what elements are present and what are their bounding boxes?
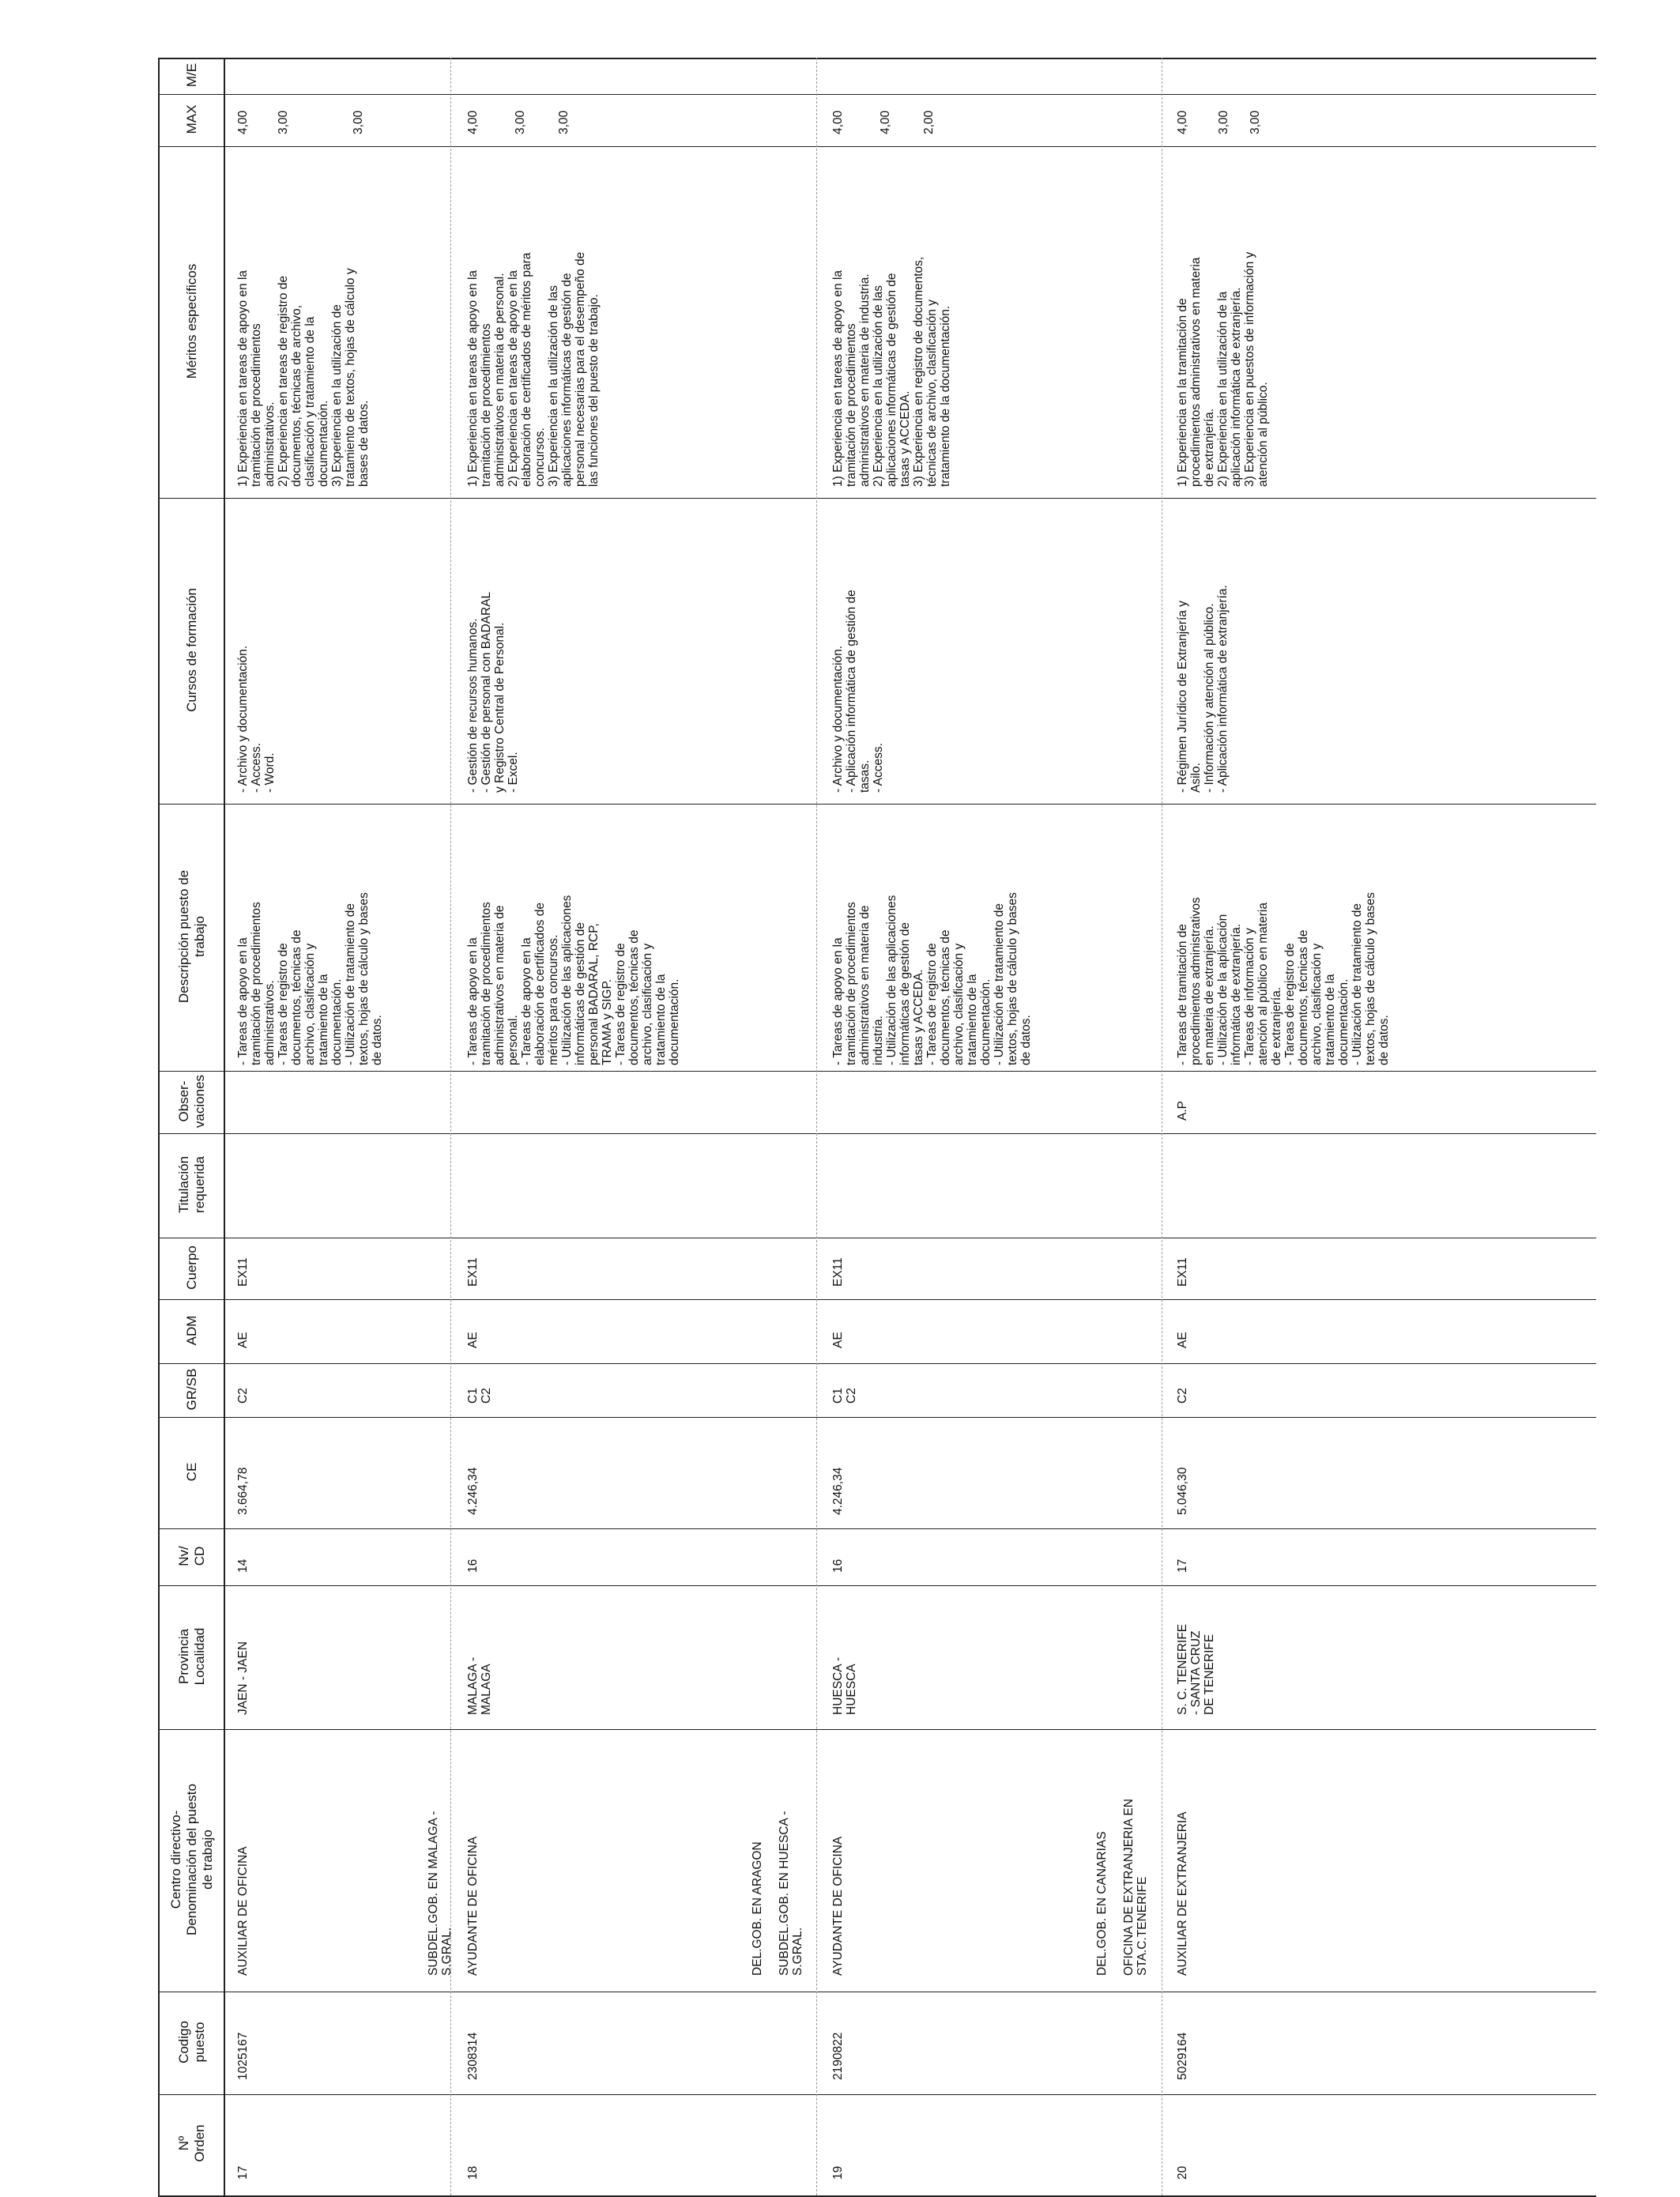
- centro-cell: AYUDANTE DE OFICINA: [466, 1836, 480, 1976]
- descripcion-cell: - Tareas de tramitación de procedimientos administrativos en materia de extranjería. - Utilización de la aplicación informática de extranjería. - Tareas de información y atención al público en materia de extranjería. - Tareas de registro de documentos, técnicas de archivo, clasificación y tratamiento de la documentación. - Utilización de tratamiento de textos, hojas de cálculo y bases de datos.: [1176, 892, 1391, 1065]
- header-cuerpo: Cuerpo: [184, 1245, 199, 1290]
- row-divider: [816, 58, 817, 2195]
- column-divider: [158, 146, 1596, 147]
- centro-directivo-cell: DEL.GOB. EN CANARIAS OFICINA DE EXTRANJERIA EN STA.C.TENERIFE: [1095, 1799, 1149, 1976]
- codigo-cell: 5029164: [1176, 2032, 1189, 2080]
- adm-cell: AE: [236, 1332, 250, 1348]
- meritos-cell: 1) Experiencia en tareas de apoyo en la tramitación de procedimientos administrativos en materia de personal. 2) Experiencia en tareas de apoyo en la elaboración de certificados de méritos para concursos. 3) Experiencia en la utilización de las aplicaciones informáticas de gestión de personal necesarias para el desempeño de las funciones del puesto de trabajo.: [466, 251, 601, 487]
- meritos-cell: 1) Experiencia en la tramitación de procedimientos administrativos en materia de extranjería. 2) Experiencia en la utilización de la aplicación informática de extranjería. 3) Experiencia en puestos de información y atención al público.: [1176, 251, 1270, 487]
- max-value: 2,00: [922, 110, 936, 134]
- table-top-border: [158, 58, 1596, 59]
- provincia-cell: JAEN - JAEN: [236, 1641, 250, 1715]
- max-value: 4,00: [1176, 110, 1189, 134]
- column-divider: [158, 804, 1596, 805]
- grupo-cell: C1 C2: [831, 1388, 858, 1404]
- descripcion-cell: - Tareas de apoyo en la tramitación de procedimientos administrativos en materia de personal. - Tareas de apoyo en la elaboración de certificados de méritos para concursos. - Utilización de las aplicaciones informáticas de gestión de personal BADARAL, RCP, TRAMA y SIGP. - Tareas de registro de documentos, técnicas de archivo, clasificación y tratamiento de la documentación.: [466, 895, 681, 1065]
- adm-cell: AE: [466, 1332, 480, 1348]
- max-value: 4,00: [236, 110, 250, 134]
- cursos-cell: - Régimen Jurídico de Extranjería y Asilo. - Información y atención al público. - Aplicación informática de extranjería.: [1176, 585, 1230, 793]
- column-divider: [158, 1299, 1596, 1300]
- grupo-cell: C2: [1176, 1388, 1189, 1404]
- codigo-cell: 2308314: [466, 2032, 480, 2080]
- codigo-cell: 2190822: [831, 2032, 845, 2080]
- column-divider: [158, 1729, 1596, 1730]
- max-value: 4,00: [879, 110, 892, 134]
- cursos-cell: - Archivo y documentación. - Access. - Word.: [236, 645, 277, 793]
- nivel-cell: 17: [1176, 1558, 1189, 1573]
- max-value: 3,00: [277, 110, 290, 134]
- adm-cell: AE: [831, 1332, 845, 1348]
- provincia-cell: S. C. TENERIFE - SANTA CRUZ DE TENERIFE: [1176, 1623, 1216, 1715]
- max-value: 3,00: [1217, 110, 1230, 134]
- ce-cell: 4.246,34: [466, 1467, 480, 1515]
- codigo-cell: 1025167: [236, 2032, 250, 2080]
- header-right-border: [224, 58, 225, 2195]
- header-ce: CE: [184, 1462, 199, 1482]
- header-orden: Nº Orden: [176, 2124, 207, 2162]
- provincia-cell: MALAGA - MALAGA: [466, 1656, 493, 1715]
- cuerpo-cell: EX11: [831, 1257, 845, 1287]
- descripcion-cell: - Tareas de apoyo en la tramitación de procedimientos administrativos en materia de industria. - Utilización de las aplicaciones informáticas de gestión de tasas y ACCEDA. - Tareas de registro de documentos, técnicas de archivo, clasificación y tratamiento de la documentación. - Utilización de tratamiento de textos, hojas de cálculo y bases de datos.: [831, 892, 1033, 1065]
- observaciones-cell: A.P: [1176, 1101, 1189, 1121]
- header-left-border: [158, 58, 160, 2195]
- nivel-cell: 16: [466, 1558, 480, 1573]
- column-divider: [158, 1528, 1596, 1529]
- header-cursos: Cursos de formación: [184, 588, 199, 712]
- ce-cell: 4.246,34: [831, 1467, 845, 1515]
- header-provincia: Provincia Localidad: [176, 1627, 207, 1686]
- orden-cell: 20: [1176, 2165, 1189, 2180]
- column-divider: [158, 1133, 1596, 1134]
- cursos-cell: - Archivo y documentación. - Aplicación informática de gestión de tasas. - Access.: [831, 590, 885, 793]
- nivel-cell: 14: [236, 1558, 250, 1573]
- column-divider: [158, 94, 1596, 95]
- grupo-cell: C1 C2: [466, 1388, 493, 1404]
- column-divider: [158, 1417, 1596, 1418]
- orden-cell: 19: [831, 2165, 845, 2180]
- column-divider: [158, 1071, 1596, 1072]
- max-value: 3,00: [1249, 110, 1262, 134]
- header-descripcion: Descripción puesto de trabajo: [176, 869, 207, 1004]
- nivel-cell: 16: [831, 1558, 845, 1573]
- max-value: 4,00: [466, 110, 480, 134]
- max-value: 3,00: [557, 110, 571, 134]
- header-me: M/E: [184, 62, 199, 88]
- ce-cell: 3.664,78: [236, 1467, 250, 1515]
- column-divider: [158, 1585, 1596, 1586]
- centro-cell: AUXILIAR DE EXTRANJERIA: [1176, 1811, 1189, 1976]
- provincia-cell: HUESCA - HUESCA: [831, 1656, 858, 1715]
- descripcion-cell: - Tareas de apoyo en la tramitación de procedimientos administrativos. - Tareas de registro de documentos, técnicas de archivo, clasificación y tratamiento de la documentación. - Utilización de tratamiento de textos, hojas de cálculo y bases de datos.: [236, 892, 384, 1065]
- column-divider: [158, 1363, 1596, 1364]
- centro-cell: AYUDANTE DE OFICINA: [831, 1836, 845, 1976]
- column-divider: [158, 498, 1596, 499]
- header-meritos: Méritos específicos: [184, 263, 199, 379]
- header-codigo: Codigo puesto: [176, 2021, 207, 2063]
- centro-directivo-cell: SUBDEL.GOB. EN MALAGA - S.GRAL.: [427, 1811, 454, 1976]
- cuerpo-cell: EX11: [1176, 1257, 1189, 1287]
- column-divider: [158, 2094, 1596, 2095]
- header-titulacion: Titulación requerida: [176, 1155, 207, 1214]
- max-value: 3,00: [514, 110, 527, 134]
- max-value: 3,00: [352, 110, 365, 134]
- header-observaciones: Obser- vaciones: [176, 1074, 207, 1129]
- centro-directivo-cell: DEL.GOB. EN ARAGON SUBDEL.GOB. EN HUESCA - S.GRAL.: [751, 1811, 804, 1976]
- orden-cell: 17: [236, 2165, 250, 2180]
- header-adm: ADM: [184, 1315, 199, 1346]
- grupo-cell: C2: [236, 1388, 250, 1404]
- max-value: 4,00: [831, 110, 845, 134]
- meritos-cell: 1) Experiencia en tareas de apoyo en la tramitación de procedimientos administrativos. 2) Experiencia en tareas de registro de documentos, técnicas de archivo, clasificación y tratamiento de la documentación. 3) Experiencia en la utilización de tratamiento de textos, hojas de cálculo y bases de datos.: [236, 268, 371, 487]
- ce-cell: 5.046,30: [1176, 1467, 1189, 1515]
- orden-cell: 18: [466, 2165, 480, 2180]
- meritos-cell: 1) Experiencia en tareas de apoyo en la tramitación de procedimientos administrativos en materia de industria. 2) Experiencia en la utilización de las aplicaciones informáticas de gestión de tasas y ACCEDA. 3) Experiencia en registro de documentos, técnicas de archivo, clasificación y tratamiento de la documentación.: [831, 256, 952, 487]
- cuerpo-cell: EX11: [466, 1257, 480, 1287]
- centro-cell: AUXILIAR DE OFICINA: [236, 1846, 250, 1976]
- cuerpo-cell: EX11: [236, 1257, 250, 1287]
- header-centro: Centro directivo- Denominación del puesto de trabajo: [168, 1784, 215, 1935]
- cursos-cell: - Gestión de recursos humanos. - Gestión de personal con BADARAL y Registro Central de Personal. - Excel.: [466, 591, 520, 793]
- header-max: MAX: [184, 104, 199, 134]
- header-grupo: GR/SB: [184, 1368, 199, 1411]
- header-nivel: Nv/ CD: [176, 1546, 207, 1566]
- adm-cell: AE: [1176, 1332, 1189, 1348]
